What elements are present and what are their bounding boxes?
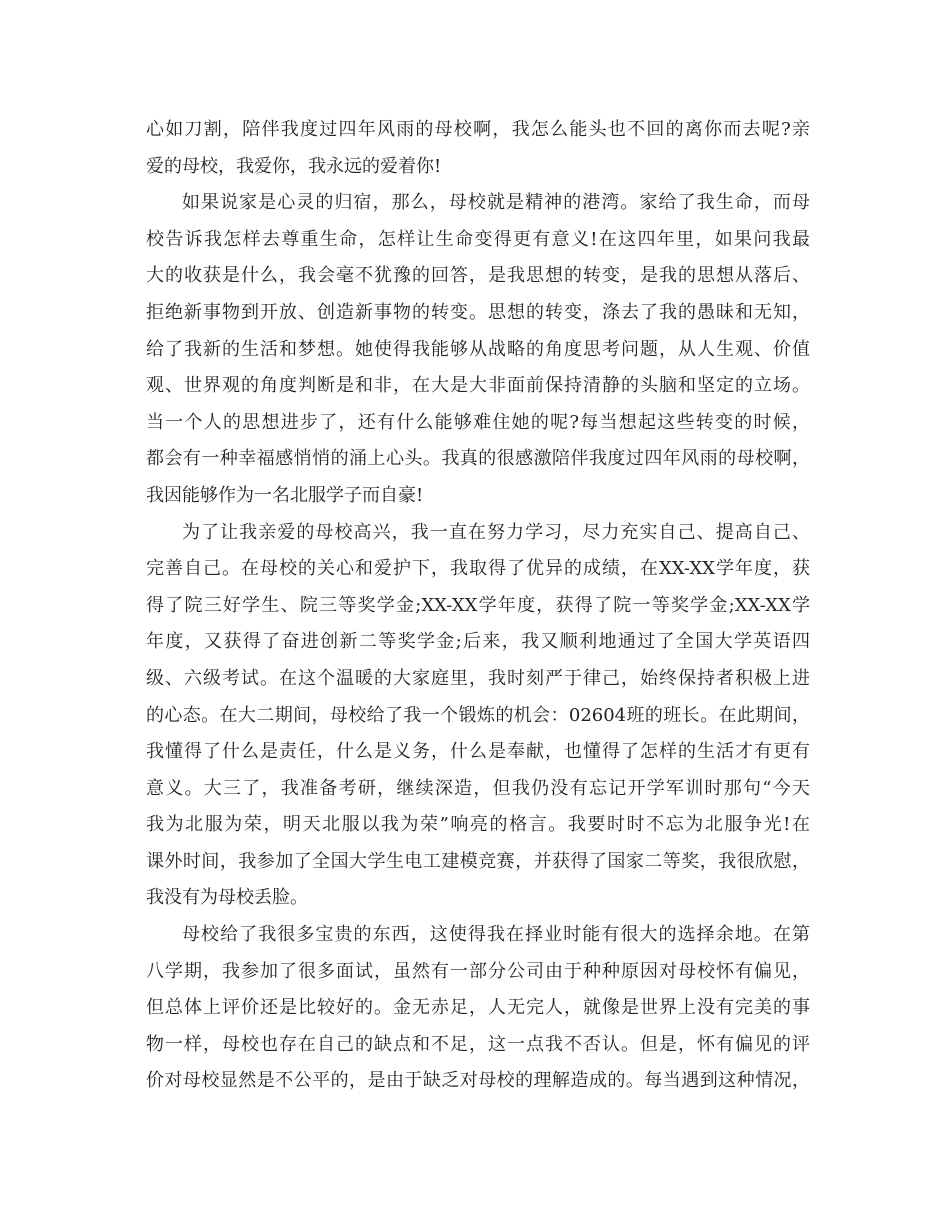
text-line: 得了院三好学生、院三等奖学金;XX-XX学年度，获得了院一等奖学金;XX-XX学 [146, 594, 810, 616]
text-line: 观、世界观的角度判断是和非，在大是大非面前保持清静的头脑和坚定的立场。 [146, 375, 810, 397]
text-line: 大的收获是什么，我会毫不犹豫的回答，是我思想的转变，是我的思想从落后、 [146, 265, 810, 287]
text-line: 物一样，母校也存在自己的缺点和不足，这一点我不否认。但是，怀有偏见的评 [146, 1033, 810, 1055]
text-line: 爱的母校，我爱你，我永远的爱着你! [146, 155, 442, 177]
text-line: 我没有为母校丢脸。 [146, 887, 308, 909]
text-line: 八学期，我参加了很多面试，虽然有一部分公司由于种种原因对母校怀有偏见， [146, 960, 810, 982]
text-line: 心如刀割，陪伴我度过四年风雨的母校啊，我怎么能头也不回的离你而去呢?亲 [146, 119, 810, 140]
text-line: 我为北服为荣，明天北服以我为荣”响亮的格言。我要时时不忘为北服争光!在 [146, 814, 810, 836]
text-line: 课外时间，我参加了全国大学生电工建模竞赛，并获得了国家二等奖，我很欣慰， [146, 850, 810, 872]
text-line: 都会有一种幸福感悄悄的涌上心头。我真的很感激陪伴我度过四年风雨的母校啊， [146, 448, 810, 470]
text-line: 我懂得了什么是责任，什么是义务，什么是奉献，也懂得了怎样的生活才有更有 [146, 741, 810, 763]
text-line: 当一个人的思想进步了，还有什么能够难住她的呢?每当想起这些转变的时候， [146, 411, 810, 433]
paragraph-first-line: 如果说家是心灵的归宿，那么，母校就是精神的港湾。家给了我生命，而母 [182, 192, 810, 214]
document-body [146, 112, 810, 1100]
text-line: 的心态。在大二期间，母校给了我一个锻炼的机会：02604班的班长。在此期间， [146, 704, 810, 726]
text-line: 我因能够作为一名北服学子而自豪! [146, 484, 424, 506]
text-line: 校告诉我怎样去尊重生命，怎样让生命变得更有意义!在这四年里，如果问我最 [146, 228, 810, 250]
text-line: 完善自己。在母校的关心和爱护下，我取得了优异的成绩，在XX-XX学年度，获 [146, 558, 810, 580]
paragraph-first-line: 为了让我亲爱的母校高兴，我一直在努力学习，尽力充实自己、提高自己、 [182, 521, 810, 543]
text-line: 级、六级考试。在这个温暖的大家庭里，我时刻严于律己，始终保持者积极上进 [146, 667, 810, 689]
text-line: 价对母校显然是不公平的，是由于缺乏对母校的理解造成的。每当遇到这种情况， [146, 1070, 810, 1092]
text-line: 拒绝新事物到开放、创造新事物的转变。思想的转变，涤去了我的愚昧和无知， [146, 301, 810, 323]
text-line: 年度，又获得了奋进创新二等奖学金;后来，我又顺利地通过了全国大学英语四 [146, 631, 810, 653]
paragraph-first-line: 母校给了我很多宝贵的东西，这使得我在择业时能有很大的选择余地。在第 [182, 924, 810, 946]
text-line: 给了我新的生活和梦想。她使得我能够从战略的角度思考问题，从人生观、价值 [146, 338, 810, 360]
text-line: 意义。大三了，我准备考研，继续深造，但我仍没有忘记开学军训时那句“今天 [146, 777, 810, 799]
text-line: 但总体上评价还是比较好的。金无赤足，人无完人，就像是世界上没有完美的事 [146, 997, 810, 1019]
